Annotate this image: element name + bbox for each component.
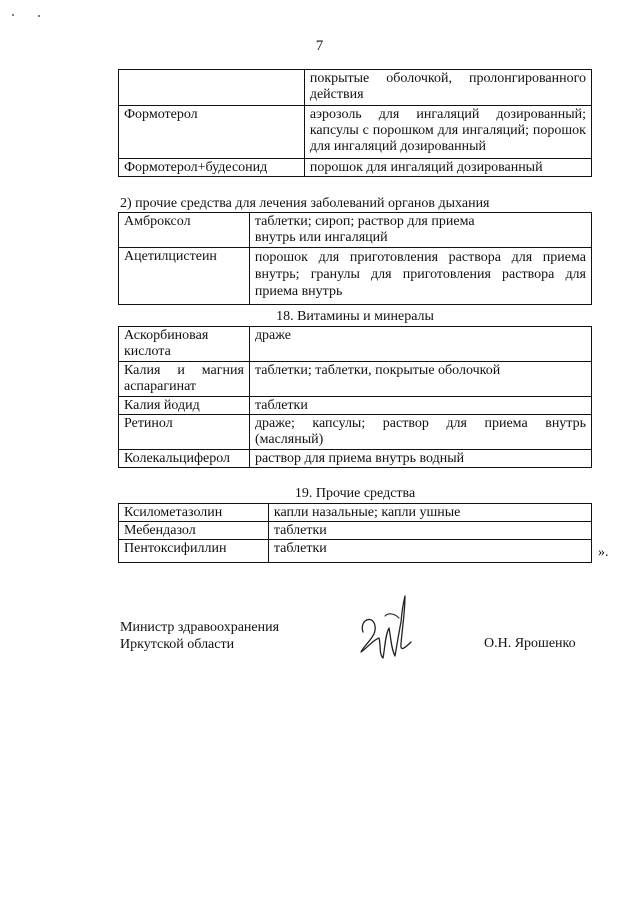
- table-other-respiratory: [118, 212, 592, 305]
- dosage-form-cell: драже: [249, 327, 591, 362]
- drug-name-cell: [119, 70, 305, 106]
- signer-name: О.Н. Ярошенко: [484, 636, 576, 651]
- table-respiratory-continued: [118, 69, 592, 177]
- dosage-form-cell: таблетки: [268, 522, 591, 540]
- drug-name-cell: Формотерол+будесонид: [119, 159, 305, 177]
- section-heading: 2) прочие средства для лечения заболеваний органов дыхания: [120, 196, 490, 211]
- drug-name-cell: Колекальциферол: [119, 450, 250, 468]
- table-row: [119, 397, 592, 415]
- dosage-form-cell: порошок для ингаляций дозированный: [304, 159, 591, 177]
- dosage-form-cell: капли назальные; капли ушные: [268, 504, 591, 522]
- drug-name-cell: Мебендазол: [119, 522, 269, 540]
- dosage-form-cell: драже; капсулы; раствор для приема внутрь (масляный): [249, 415, 591, 450]
- drug-name-cell: Аскорбиновая кислота: [119, 327, 250, 362]
- signer-position-line: Министр здравоохранения: [120, 620, 280, 635]
- drug-name-cell: Калия и магния аспарагинат: [119, 362, 250, 397]
- signer-position: [120, 619, 279, 653]
- table-vitamins-minerals: [118, 326, 592, 468]
- table-other-agents: [118, 503, 592, 563]
- section-heading: 19. Прочие средства: [294, 486, 416, 501]
- drug-name-cell: Формотерол: [119, 106, 305, 159]
- signature-drawing: [355, 592, 425, 670]
- table-row: [119, 415, 592, 450]
- scan-speck: [12, 14, 14, 16]
- drug-name-cell: Ацетилцистеин: [119, 248, 250, 305]
- page-number: 7: [315, 38, 324, 54]
- table-row: [119, 327, 592, 362]
- section-heading: 18. Витамины и минералы: [276, 309, 434, 324]
- dosage-form-cell: таблетки; таблетки, покрытые оболочкой: [249, 362, 591, 397]
- drug-name-cell: Ретинол: [119, 415, 250, 450]
- dosage-form-cell: [249, 213, 591, 248]
- table-row: [119, 159, 592, 177]
- table-row: [119, 248, 592, 305]
- table-row: [119, 213, 592, 248]
- handwritten-signature: [355, 592, 425, 670]
- table-row: [119, 450, 592, 468]
- dosage-form-cell: аэрозоль для ингаляций дозированный; капсулы с порошком для ингаляций; порошок для ингаляций дозированный: [304, 106, 591, 159]
- table-row: [119, 522, 592, 540]
- dosage-form-cell: раствор для приема внутрь водный: [249, 450, 591, 468]
- drug-name-cell: Ксилометазолин: [119, 504, 269, 522]
- drug-name-cell: Пентоксифиллин: [119, 540, 269, 563]
- table-row: [119, 504, 592, 522]
- dosage-form-line: таблетки; сироп; раствор для приема: [254, 214, 475, 229]
- table-row: [119, 362, 592, 397]
- dosage-form-cell: таблетки: [268, 540, 591, 563]
- scan-speck: [38, 15, 40, 17]
- dosage-form-cell: порошок для приготовления раствора для приема внутрь; гранулы для приготовления раствора для приема внутрь: [249, 248, 591, 305]
- table-row: [119, 540, 592, 563]
- table-row: [119, 70, 592, 106]
- dosage-form-line: внутрь или ингаляций: [254, 230, 388, 245]
- dosage-form-cell: покрытые оболочкой, пролонгированного действия: [304, 70, 591, 106]
- table-row: [119, 106, 592, 159]
- signer-position-line: Иркутской области: [120, 637, 235, 652]
- closing-quote-mark: ».: [598, 545, 609, 560]
- drug-name-cell: Амброксол: [119, 213, 250, 248]
- drug-name-cell: Калия йодид: [119, 397, 250, 415]
- dosage-form-cell: таблетки: [249, 397, 591, 415]
